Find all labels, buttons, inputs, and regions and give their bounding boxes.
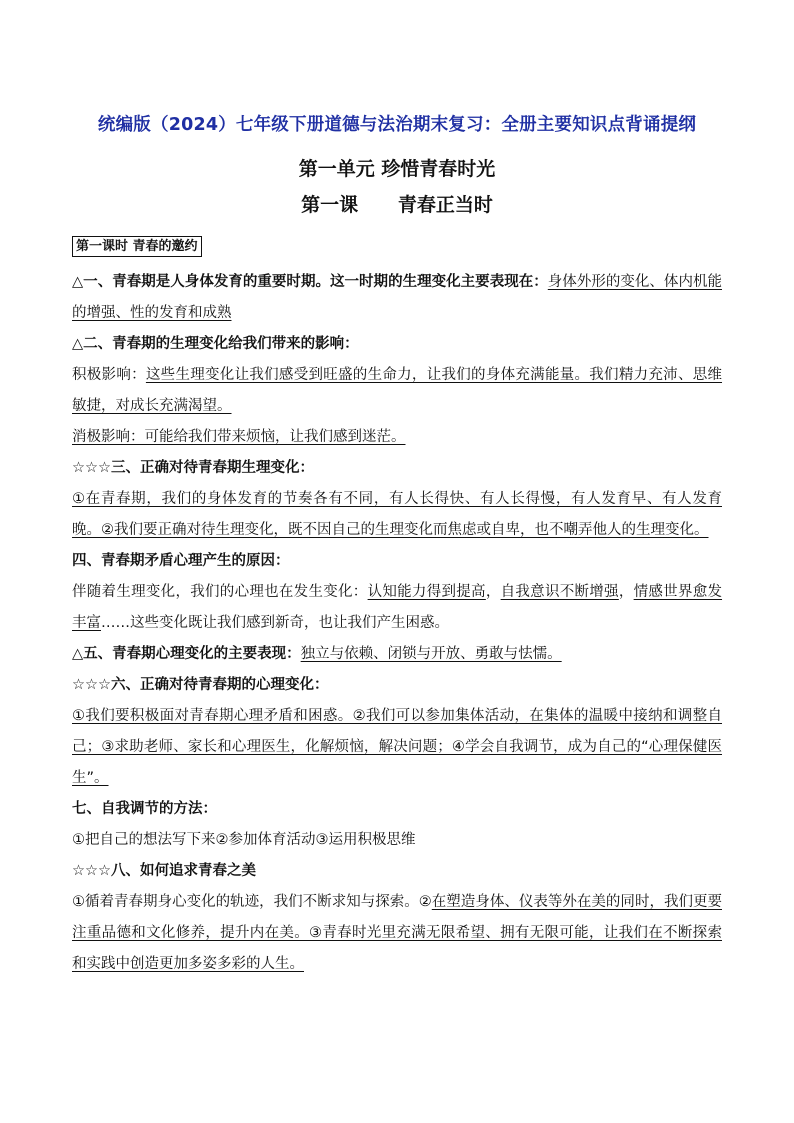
positive-label: 积极影响： (72, 367, 146, 383)
positive-text: 这些生理变化让我们感受到旺盛的生命力，让我们的身体充满能量。我们精力充沛、思维敏捷，对成长充满渴望。 (72, 367, 723, 414)
lesson-title: 第一课 青春正当时 (301, 194, 493, 216)
point-8-answer: 在塑造身体、仪表等外在美的同时，我们更要注重品德和文化修养，提升内在美。③青春时光里充满无限希望、拥有无限可能，让我们在不断探索和实践中创造更加多姿多彩的人生。 (72, 894, 722, 972)
point-6-heading: ☆☆☆六、正确对待青春期的心理变化： (72, 677, 329, 693)
negative-label: 消极影响： (72, 429, 145, 445)
point-1 (72, 267, 722, 329)
section-heading: 第一课时 青春的邀约 (72, 236, 202, 257)
point-4-text (72, 577, 722, 639)
point-3-heading: ☆☆☆三、正确对待青春期生理变化： (72, 460, 314, 476)
point-1-answer: 身体外形的变化、体内机能的增强、性的发育和成熟 (72, 274, 722, 321)
point-6-answer: ①我们要积极面对青春期心理矛盾和困惑。②我们可以参加集体活动，在集体的温暖中接纳和调整自己；③求助老师、家长和心理医生，化解烦恼，解决问题；④学会自我调节，成为自己的“心理保健医生”。 (72, 708, 722, 786)
point-2-negative (72, 422, 722, 453)
point-7-text: ①把自己的想法写下来②参加体育活动③运用积极思维 (72, 832, 416, 848)
point-4-heading: 四、青春期矛盾心理产生的原因： (72, 553, 290, 569)
point-2-positive (72, 360, 722, 422)
point-5 (72, 639, 722, 670)
document-title: 统编版（2024）七年级下册道德与法治期末复习：全册主要知识点背诵提纲 (97, 115, 697, 135)
unit-title: 第一单元 珍惜青春时光 (298, 158, 496, 180)
point-3-text (72, 484, 722, 546)
point-7-heading: 七、自我调节的方法： (72, 801, 217, 817)
point-5-heading: △五、青春期心理变化的主要表现： (72, 646, 301, 662)
point-4-intro: 伴随着生理变化，我们的心理也在发生变化： (72, 584, 368, 600)
point-4-outro: ……这些变化既让我们感到新奇，也让我们产生困惑。 (101, 615, 449, 631)
point-4-reason-3: 情感世界愈发丰富 (72, 584, 723, 631)
point-1-heading: △一、青春期是人身体发育的重要时期。这一时期的生理变化主要表现在： (72, 274, 548, 290)
point-3-answer: ①在青春期，我们的身体发育的节奏各有不同，有人长得快、有人长得慢，有人发育早、有人发育晚。②我们要正确对待生理变化，既不因自己的生理变化而焦虑或自卑，也不嘲弄他人的生理变化。 (72, 491, 722, 538)
point-5-answer: 独立与依赖、闭锁与开放、勇敢与怯懦。 (300, 646, 562, 662)
point-2-heading: △二、青春期的生理变化给我们带来的影响： (72, 336, 359, 352)
point-4-reason-1: 认知能力得到提高 (367, 584, 486, 600)
point-8-intro: ①循着青春期身心变化的轨迹，我们不断求知与探索。② (72, 894, 432, 910)
point-8-text (72, 887, 722, 980)
point-8-heading: ☆☆☆八、如何追求青春之美 (72, 863, 256, 879)
point-4-sep-2: ， (618, 584, 634, 600)
point-6-text (72, 701, 722, 794)
content-body (72, 267, 722, 980)
point-4-sep-1: ， (485, 584, 501, 600)
negative-text: 可能给我们带来烦恼，让我们感到迷茫。 (144, 429, 406, 445)
point-4-reason-2: 自我意识不断增强 (500, 584, 619, 600)
